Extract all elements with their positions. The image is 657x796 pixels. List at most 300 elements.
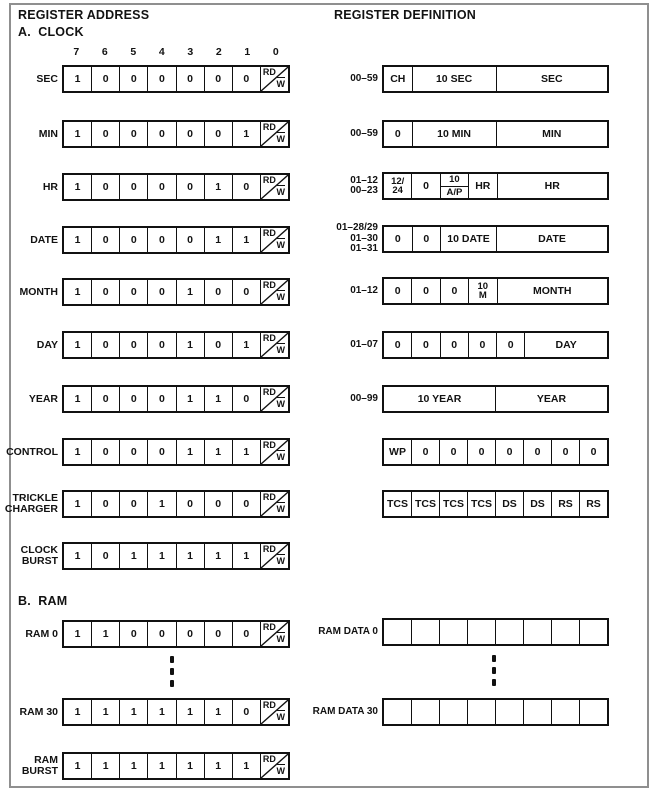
label-line: CLOCK — [20, 544, 58, 556]
field-cell — [412, 700, 440, 724]
bit-cell: 0 — [233, 700, 261, 724]
label-line: 10 DATE — [447, 233, 490, 245]
field-cell — [412, 333, 440, 357]
label-line: 0 — [507, 339, 514, 351]
register-address-row-sec — [0, 65, 290, 93]
bit-cell: 0 — [148, 175, 176, 199]
field-cell — [413, 67, 497, 91]
label-line: MONTH — [533, 285, 572, 297]
bit-cell: 1 — [148, 700, 176, 724]
register-address-row-control — [0, 438, 290, 466]
register-definition-row-01-28-29-01-30-01-31 — [300, 222, 610, 255]
field-cell — [524, 492, 552, 516]
read-write-cell — [261, 544, 288, 568]
bit-cell: 0 — [120, 333, 148, 357]
field-cell — [440, 620, 468, 644]
section-a-clock-heading: A. CLOCK — [18, 25, 84, 39]
label-line: TRICKLE — [12, 492, 58, 504]
field-cell — [412, 440, 440, 464]
register-definition-row-tcs — [300, 490, 610, 518]
bit-cell: 0 — [233, 67, 261, 91]
field-cell — [524, 620, 552, 644]
label-line: TCS — [387, 498, 408, 510]
label-line: DATE — [538, 233, 566, 245]
bit-cell: 1 — [64, 175, 92, 199]
label-line: CHARGER — [4, 503, 58, 515]
label-line: 0 — [590, 446, 597, 458]
bit-cell: 0 — [148, 333, 176, 357]
field-cell — [412, 620, 440, 644]
field-cell — [524, 440, 552, 464]
label-line: DATE — [30, 233, 58, 246]
rd-label: RD — [262, 700, 276, 710]
label-line: TCS — [415, 498, 436, 510]
label-line: BURST — [21, 555, 58, 567]
label-line: 01–28/29 — [336, 222, 378, 234]
register-address-row-day — [0, 331, 290, 359]
rd-label: RD — [262, 387, 276, 397]
register-label — [0, 438, 58, 466]
bit-cell: 0 — [205, 622, 233, 646]
write-bar-label: W — [276, 292, 285, 302]
bit-cell: 0 — [120, 492, 148, 516]
value-range-label — [300, 120, 378, 148]
value-range-label — [300, 438, 378, 466]
label-line: RS — [558, 498, 573, 510]
field-box — [382, 618, 609, 646]
field-cell — [525, 333, 607, 357]
field-cell — [469, 333, 497, 357]
register-label — [0, 226, 58, 254]
register-definition-row-00-59 — [300, 120, 610, 148]
bit-box — [62, 226, 290, 254]
register-definition-row-wp — [300, 438, 610, 466]
bit-cell: 1 — [64, 700, 92, 724]
bit-box — [62, 65, 290, 93]
bit-cell: 1 — [177, 700, 205, 724]
field-cell — [441, 227, 497, 251]
register-label — [0, 490, 58, 518]
label-line: SEC — [540, 73, 563, 85]
bit-cell: 1 — [120, 700, 148, 724]
label-line: M — [478, 290, 487, 301]
label-line: 0 — [423, 285, 429, 297]
field-cell — [580, 700, 607, 724]
bit-cell: 0 — [120, 122, 148, 146]
label-line: DS — [530, 498, 545, 510]
value-range-label — [300, 698, 378, 726]
bit-number: 3 — [187, 46, 194, 58]
field-cell — [496, 387, 607, 411]
field-cell — [552, 700, 580, 724]
value-range-label — [300, 618, 378, 646]
bit-cell: 1 — [205, 228, 233, 252]
bit-number: 4 — [158, 46, 165, 58]
field-cell — [468, 440, 496, 464]
bit-cell: 1 — [64, 228, 92, 252]
register-definition-row-01-12-00-23 — [300, 172, 610, 200]
field-cell — [384, 279, 412, 303]
bit-number: 7 — [73, 46, 80, 58]
read-write-cell — [261, 228, 288, 252]
field-cell — [412, 492, 440, 516]
register-address-row-ram-30 — [0, 698, 290, 726]
read-write-cell — [261, 122, 288, 146]
register-address-heading: REGISTER ADDRESS — [18, 8, 150, 22]
bit-box — [62, 385, 290, 413]
bit-cell: 0 — [120, 280, 148, 304]
bit-cell: 0 — [177, 122, 205, 146]
bit-cell: 1 — [148, 754, 176, 778]
label-line: 10 MIN — [437, 128, 471, 140]
bit-cell: 0 — [148, 228, 176, 252]
bit-cell: 1 — [64, 387, 92, 411]
field-box — [382, 438, 609, 466]
label-line: YEAR — [536, 393, 567, 405]
field-box — [382, 277, 609, 305]
bit-cell: 0 — [233, 492, 261, 516]
value-range-label — [300, 331, 378, 359]
bit-cell: 1 — [205, 754, 233, 778]
rd-label: RD — [262, 122, 276, 132]
register-address-row-date — [0, 226, 290, 254]
bit-box — [62, 542, 290, 570]
bit-cell: 1 — [177, 387, 205, 411]
label-line: 00–99 — [350, 392, 378, 404]
rd-label: RD — [262, 440, 276, 450]
register-label — [0, 752, 58, 780]
write-bar-label: W — [276, 766, 285, 776]
bit-cell: 0 — [120, 622, 148, 646]
label-line: 01–12 — [350, 284, 378, 296]
bit-cell: 0 — [120, 228, 148, 252]
field-box — [382, 331, 609, 359]
bit-cell: 1 — [205, 700, 233, 724]
field-cell — [384, 387, 496, 411]
label-line: CONTROL — [6, 445, 58, 458]
register-address-row-ram-0 — [0, 620, 290, 648]
label-line: TCS — [443, 498, 464, 510]
write-bar-label: W — [276, 556, 285, 566]
write-bar-label: W — [276, 452, 285, 462]
field-cell — [384, 67, 413, 91]
field-cell — [384, 492, 412, 516]
bit-cell: 0 — [120, 67, 148, 91]
split-cell-bottom: A/P — [446, 186, 463, 198]
bit-cell: 0 — [205, 67, 233, 91]
bit-cell: 1 — [177, 754, 205, 778]
value-range-label — [300, 65, 378, 93]
value-range-label — [300, 385, 378, 413]
bit-cell: 0 — [205, 122, 233, 146]
bit-cell: 1 — [177, 544, 205, 568]
field-cell — [440, 440, 468, 464]
read-write-cell — [261, 700, 288, 724]
bit-cell: 1 — [92, 622, 120, 646]
rd-label: RD — [262, 622, 276, 632]
bit-cell: 0 — [92, 333, 120, 357]
label-line: 00–59 — [350, 72, 378, 84]
field-cell — [580, 492, 607, 516]
label-line: 0 — [562, 446, 569, 458]
bit-cell: 0 — [148, 67, 176, 91]
label-line: 0 — [479, 339, 486, 351]
field-cell — [468, 620, 496, 644]
rd-label: RD — [262, 544, 276, 554]
label-line: DS — [502, 498, 517, 510]
bit-cell: 1 — [64, 754, 92, 778]
section-b-ram-heading: B. RAM — [18, 594, 68, 608]
bit-cell: 0 — [92, 67, 120, 91]
field-cell — [498, 174, 608, 198]
bit-cell: 0 — [92, 175, 120, 199]
field-cell — [468, 700, 496, 724]
rd-label: RD — [262, 492, 276, 502]
label-line: MIN — [542, 128, 562, 140]
register-address-row-ram-burst — [0, 752, 290, 780]
bit-cell: 1 — [177, 280, 205, 304]
bit-cell: 0 — [148, 122, 176, 146]
field-cell — [440, 700, 468, 724]
bit-cell: 1 — [205, 387, 233, 411]
field-cell — [497, 122, 608, 146]
label-line: RAM DATA 0 — [318, 625, 378, 637]
rd-label: RD — [262, 175, 276, 185]
register-address-row-hr — [0, 173, 290, 201]
label-line: 10 YEAR — [417, 393, 462, 405]
write-bar-label: W — [276, 399, 285, 409]
bit-cell: 1 — [205, 175, 233, 199]
field-cell — [469, 174, 497, 198]
bit-cell: 0 — [92, 440, 120, 464]
rd-label: RD — [262, 67, 276, 77]
label-line: 0 — [534, 446, 541, 458]
label-line: 0 — [450, 446, 457, 458]
value-range-label — [300, 277, 378, 305]
label-line: DAY — [36, 338, 58, 351]
field-cell — [441, 174, 469, 198]
bit-cell: 1 — [64, 333, 92, 357]
field-cell — [412, 279, 440, 303]
bit-cell: 1 — [233, 440, 261, 464]
label-line: RAM DATA 30 — [312, 705, 378, 717]
read-write-cell — [261, 387, 288, 411]
register-label — [0, 65, 58, 93]
field-cell — [580, 620, 607, 644]
label-line: 0 — [394, 285, 401, 297]
field-cell — [580, 440, 607, 464]
field-cell — [384, 700, 412, 724]
label-line: 00–59 — [350, 127, 378, 139]
register-definition-row-00-59 — [300, 65, 610, 93]
bit-box — [62, 173, 290, 201]
label-line: 01–30 — [350, 232, 378, 244]
bit-cell: 0 — [233, 387, 261, 411]
label-line: 0 — [423, 233, 430, 245]
register-label — [0, 385, 58, 413]
write-bar-label: W — [276, 712, 285, 722]
field-box — [382, 385, 609, 413]
bit-cell: 0 — [92, 387, 120, 411]
label-line: RAM 30 — [19, 705, 58, 718]
register-address-row-month — [0, 278, 290, 306]
label-line: 0 — [506, 446, 513, 458]
bit-cell: 1 — [177, 333, 205, 357]
field-cell — [469, 279, 497, 303]
field-cell — [440, 492, 468, 516]
bit-cell: 1 — [177, 440, 205, 464]
bit-cell: 0 — [177, 175, 205, 199]
rd-label: RD — [262, 280, 276, 290]
label-line: SEC — [36, 72, 58, 85]
value-range-label — [300, 172, 378, 200]
bit-box — [62, 752, 290, 780]
field-cell — [497, 333, 525, 357]
register-label — [0, 698, 58, 726]
bit-cell: 0 — [92, 280, 120, 304]
bit-cell: 0 — [177, 492, 205, 516]
label-line: MIN — [38, 127, 58, 140]
label-line: 10 — [477, 280, 489, 292]
bit-cell: 1 — [92, 700, 120, 724]
field-cell — [497, 227, 607, 251]
vertical-ellipsis-right — [492, 655, 496, 686]
bit-cell: 0 — [148, 387, 176, 411]
read-write-cell — [261, 67, 288, 91]
label-line: RAM 0 — [25, 627, 58, 640]
bit-cell: 1 — [233, 228, 261, 252]
bit-cell: 0 — [92, 122, 120, 146]
bit-cell: 0 — [120, 440, 148, 464]
field-cell — [384, 174, 412, 198]
rd-label: RD — [262, 333, 276, 343]
split-cell-top: 10 — [441, 174, 468, 187]
register-label — [0, 331, 58, 359]
field-cell — [496, 700, 524, 724]
bit-cell: 1 — [205, 544, 233, 568]
value-range-label — [300, 222, 378, 255]
read-write-cell — [261, 333, 288, 357]
field-cell — [468, 492, 496, 516]
register-address-row-min — [0, 120, 290, 148]
field-cell — [413, 227, 442, 251]
label-line: BURST — [21, 765, 58, 777]
label-line: 01–31 — [350, 243, 378, 255]
bit-cell: 1 — [92, 754, 120, 778]
bit-cell: 0 — [148, 280, 176, 304]
read-write-cell — [261, 754, 288, 778]
bit-cell: 1 — [64, 122, 92, 146]
bit-cell: 1 — [64, 67, 92, 91]
bit-cell: 1 — [233, 754, 261, 778]
field-cell — [497, 67, 608, 91]
register-address-row-year — [0, 385, 290, 413]
write-bar-label: W — [276, 240, 285, 250]
label-line: 0 — [394, 128, 401, 140]
bit-cell: 1 — [64, 280, 92, 304]
field-cell — [441, 333, 469, 357]
bit-cell: 0 — [120, 387, 148, 411]
label-line: 0 — [423, 180, 429, 192]
label-line: 01–12 — [350, 174, 378, 186]
bit-box — [62, 438, 290, 466]
bit-cell: 0 — [92, 228, 120, 252]
bit-cell: 0 — [92, 492, 120, 516]
bit-cell: 1 — [64, 622, 92, 646]
field-cell — [552, 440, 580, 464]
register-label — [0, 542, 58, 570]
label-line: 0 — [394, 233, 401, 245]
field-cell — [498, 279, 608, 303]
bit-cell: 1 — [148, 544, 176, 568]
bit-cell: 0 — [205, 333, 233, 357]
bit-cell: 1 — [120, 544, 148, 568]
field-cell — [384, 333, 412, 357]
read-write-cell — [261, 440, 288, 464]
label-line: 24 — [392, 185, 403, 196]
label-line: YEAR — [28, 392, 58, 405]
register-definition-row-01-12 — [300, 277, 610, 305]
label-line: 00–23 — [350, 185, 378, 196]
register-label — [0, 620, 58, 648]
value-range-label — [300, 490, 378, 518]
bit-number: 0 — [272, 46, 279, 58]
field-cell — [384, 620, 412, 644]
register-address-row-clock-burst — [0, 542, 290, 570]
register-label — [0, 173, 58, 201]
label-line: TCS — [471, 498, 492, 510]
register-definition-row-ram-data-0 — [300, 618, 610, 646]
label-line: DAY — [555, 339, 577, 351]
bit-cell: 1 — [233, 544, 261, 568]
bit-number: 1 — [244, 46, 251, 58]
bit-cell: 1 — [205, 440, 233, 464]
write-bar-label: W — [276, 504, 285, 514]
bit-cell: 0 — [177, 228, 205, 252]
bit-cell: 1 — [233, 333, 261, 357]
label-line: 10 SEC — [435, 73, 473, 85]
register-definition-row-ram-data-30 — [300, 698, 610, 726]
bit-cell: 0 — [177, 622, 205, 646]
write-bar-label: W — [276, 134, 285, 144]
bit-cell: 1 — [64, 440, 92, 464]
bit-cell: 0 — [148, 622, 176, 646]
write-bar-label: W — [276, 634, 285, 644]
label-line: 0 — [451, 339, 458, 351]
label-line: 0 — [422, 446, 429, 458]
label-line: CH — [390, 73, 406, 85]
bit-box — [62, 698, 290, 726]
bit-number: 2 — [215, 46, 222, 58]
field-cell — [441, 279, 469, 303]
bit-cell: 0 — [233, 280, 261, 304]
field-cell — [552, 492, 580, 516]
rd-label: RD — [262, 228, 276, 238]
field-cell — [413, 122, 497, 146]
label-line: RAM — [34, 754, 58, 766]
read-write-cell — [261, 492, 288, 516]
label-line: RS — [586, 498, 601, 510]
bit-cell: 0 — [148, 440, 176, 464]
field-cell — [552, 620, 580, 644]
field-cell — [496, 440, 524, 464]
label-line: 0 — [422, 339, 429, 351]
bit-number: 5 — [130, 46, 137, 58]
field-cell — [412, 174, 440, 198]
register-address-row-trickle-charger — [0, 490, 290, 518]
label-line: HR — [475, 180, 491, 192]
label-line: HR — [42, 180, 58, 193]
